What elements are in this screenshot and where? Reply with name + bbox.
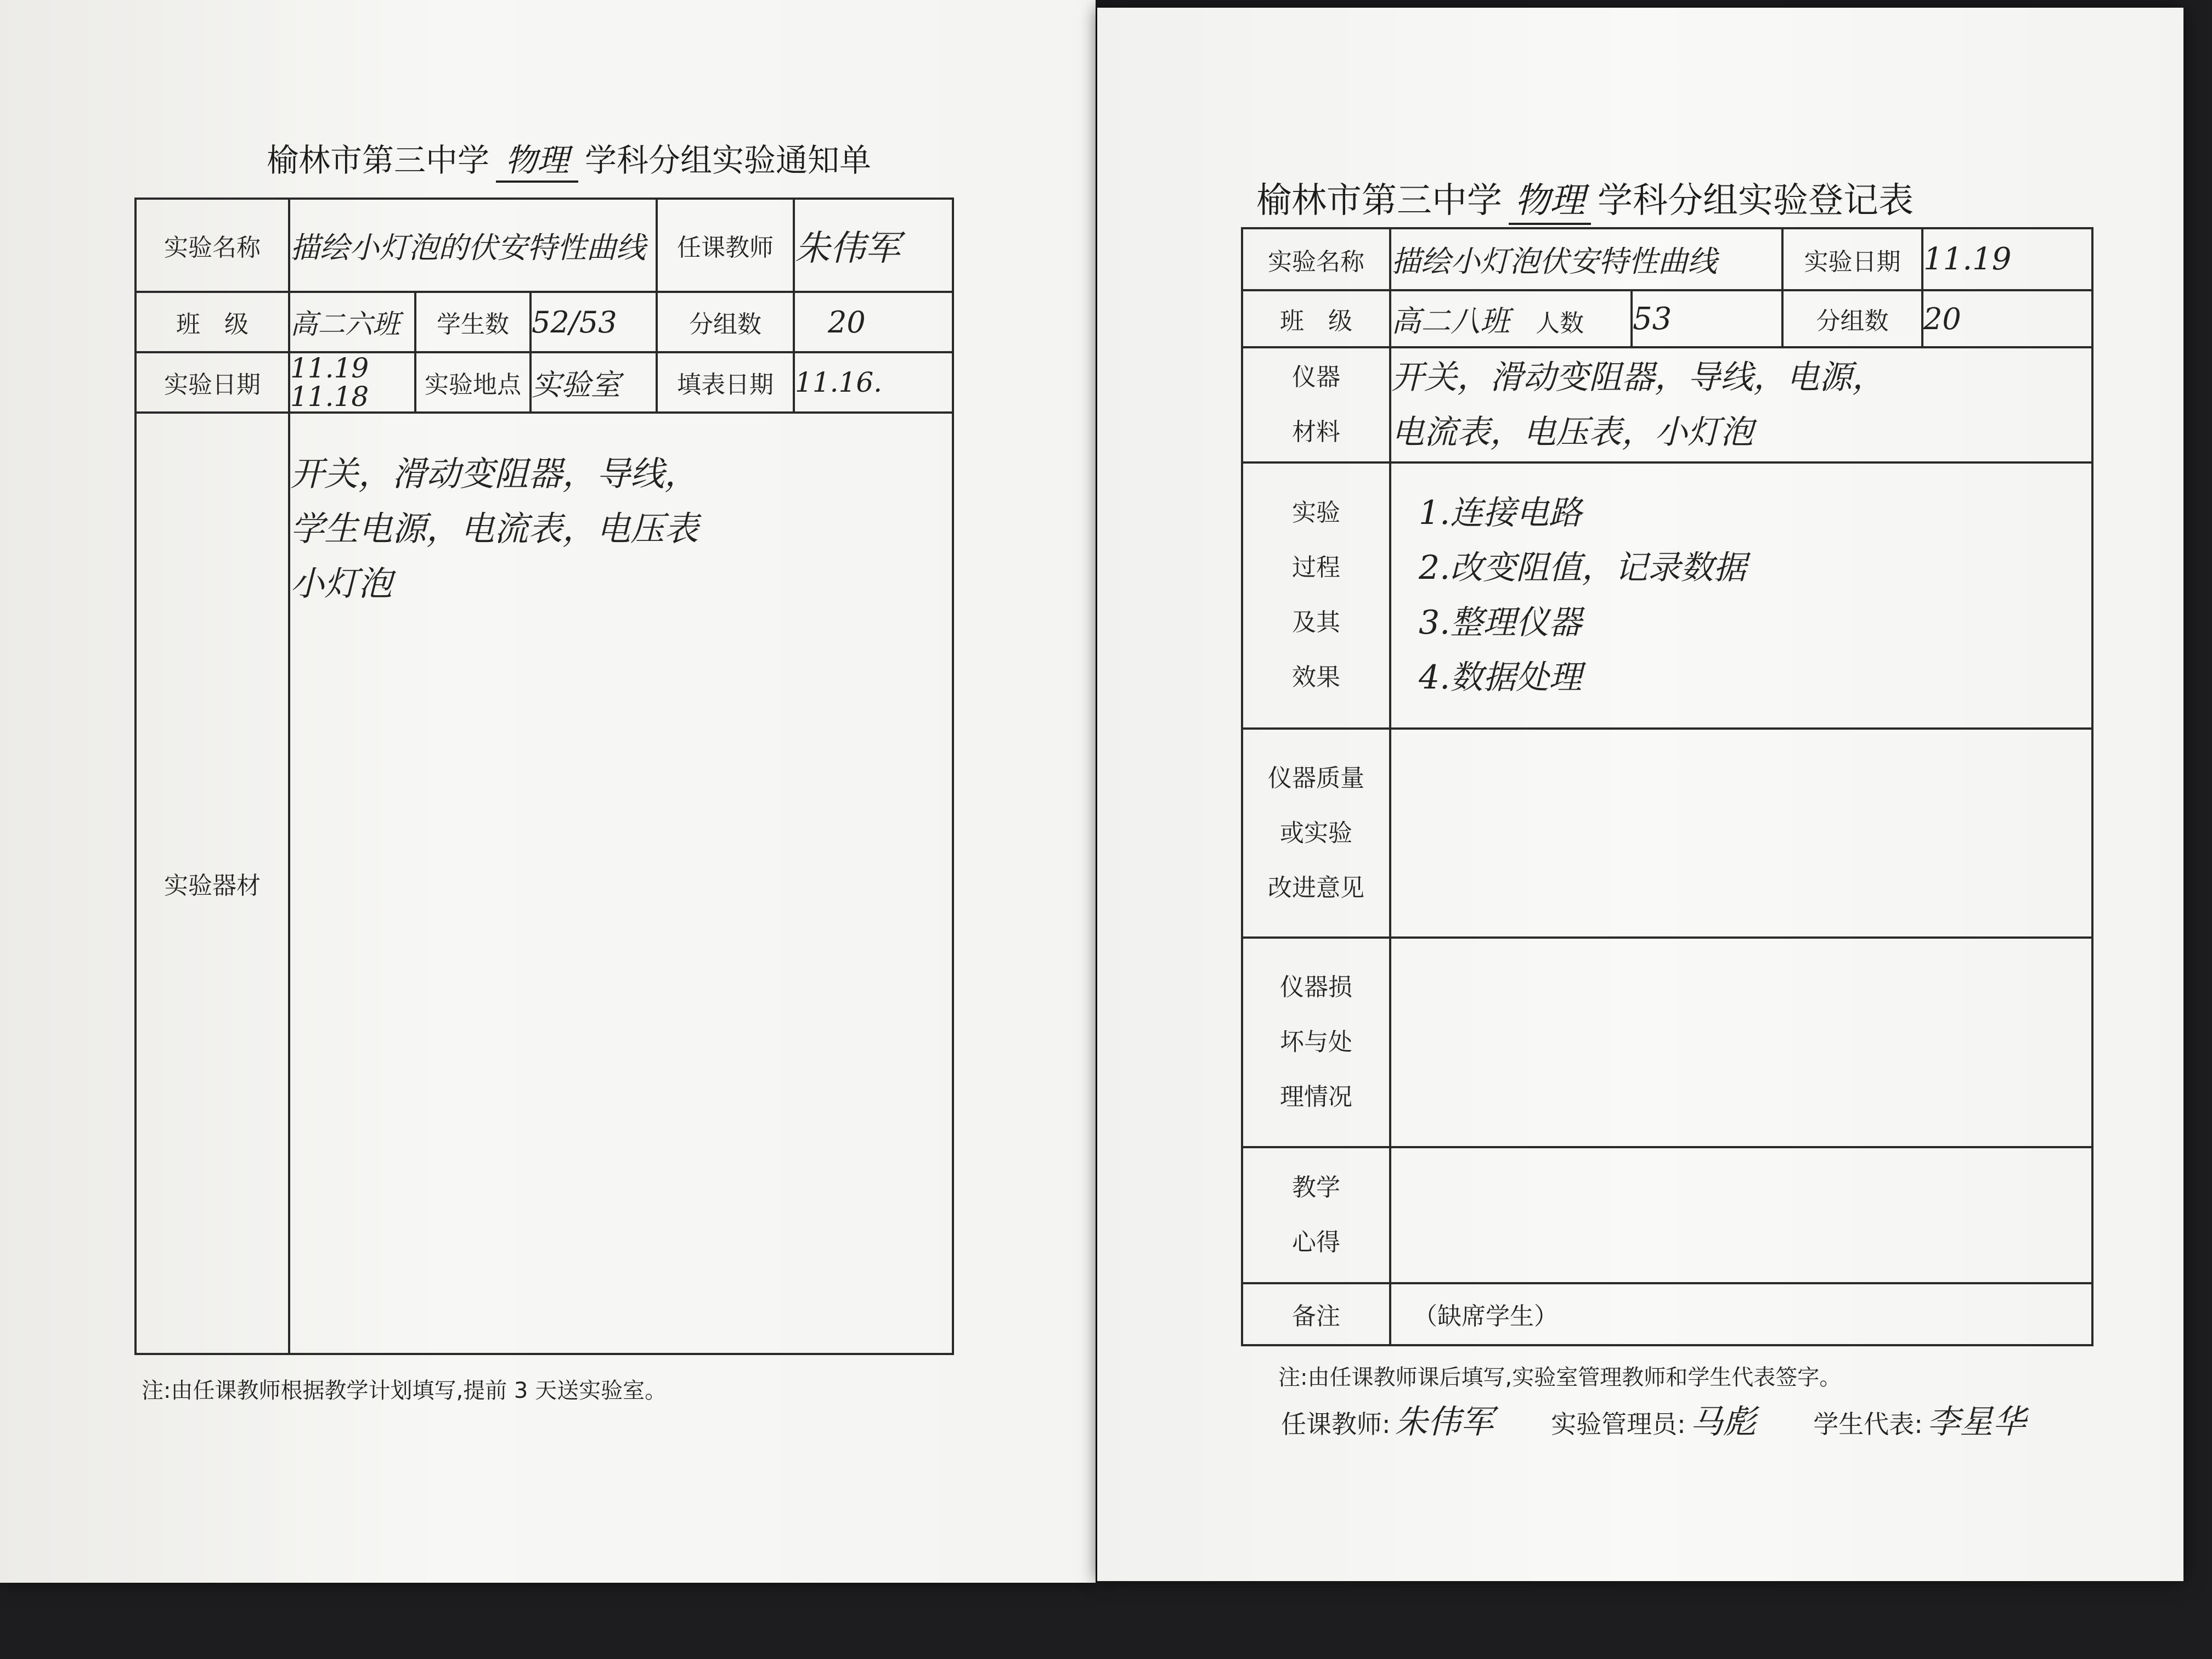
- reg-label-line: 改进意见: [1268, 873, 1364, 902]
- signature-row: [1281, 1396, 2075, 1443]
- label-experiment-date: 实验日期: [136, 352, 289, 413]
- register-row-damage: [1242, 938, 2092, 1147]
- notice-title: [267, 134, 871, 183]
- equipment-line: 小灯泡: [290, 563, 393, 603]
- reg-label-process: [1242, 462, 1390, 729]
- student-signature: 李星华: [1927, 1403, 2026, 1441]
- register-title: [1256, 172, 1914, 225]
- notice-row-date: [136, 352, 953, 413]
- notice-row-equipment: [136, 413, 953, 1354]
- notice-table: [134, 198, 954, 1355]
- reg-label-line: 仪器损: [1280, 973, 1352, 1002]
- reg-label-instruments: [1242, 347, 1390, 462]
- value-experiment-date-alt: 11.18: [290, 381, 369, 413]
- student-sign-label: 学生代表:: [1813, 1409, 1923, 1439]
- register-row-teaching: [1242, 1147, 2092, 1283]
- reg-label-line: 理情况: [1280, 1083, 1352, 1111]
- reg-value-class-cell: [1390, 290, 1632, 347]
- reg-value-experiment-date: 11.19: [1922, 228, 2092, 290]
- instrument-line: 电流表，电压表，小灯泡: [1391, 413, 1753, 452]
- register-footnote: 注:由任课教师课后填写,实验室管理教师和学生代表签字。: [1278, 1365, 1842, 1390]
- reg-label-line: 及其: [1292, 608, 1340, 637]
- value-student-count: 52/53: [531, 292, 657, 352]
- register-title-prefix: 榆林市第三中学: [1256, 180, 1502, 221]
- register-row-instruments: [1242, 347, 2092, 462]
- admin-sign-label: 实验管理员:: [1551, 1409, 1686, 1439]
- value-fill-date: 11.16.: [794, 352, 953, 413]
- reg-label-experiment-date: 实验日期: [1782, 228, 1922, 290]
- instrument-line: 开关，滑动变阻器，导线，电源，: [1391, 358, 1885, 397]
- register-sheet: [1097, 8, 2183, 1581]
- register-table: [1241, 227, 2094, 1346]
- notice-footnote: 注:由任课教师根据教学计划填写,提前 3 天送实验室。: [142, 1378, 667, 1403]
- process-step: 3.整理仪器: [1419, 603, 1582, 642]
- reg-teaching-value: [1390, 1147, 2092, 1283]
- register-row-quality: [1242, 729, 2092, 938]
- reg-label-teaching: [1242, 1147, 1390, 1283]
- register-row-remarks: [1242, 1283, 2092, 1346]
- value-teacher: 朱伟军: [794, 199, 953, 292]
- reg-value-group-count: 20: [1922, 290, 2092, 347]
- label-experiment-name: 实验名称: [136, 199, 289, 292]
- register-subject: 物理: [1509, 172, 1591, 225]
- reg-label-line: 实验: [1292, 499, 1340, 527]
- value-group-count: 20: [794, 292, 953, 352]
- equipment-line: 开关，滑动变阻器，导线，: [290, 454, 699, 494]
- reg-label-group-count: 分组数: [1782, 290, 1922, 347]
- reg-label-line: 教学: [1292, 1173, 1340, 1201]
- value-experiment-date: [289, 352, 415, 413]
- reg-label-line: 坏与处: [1280, 1028, 1352, 1057]
- reg-label-line: 过程: [1292, 554, 1340, 582]
- label-student-count: 学生数: [415, 292, 531, 352]
- reg-label-quality: [1242, 729, 1390, 938]
- equipment-list: [289, 413, 953, 1354]
- label-class: 班 级: [136, 292, 289, 352]
- reg-label-line: 仪器: [1292, 363, 1340, 391]
- reg-label-line: 心得: [1292, 1228, 1340, 1256]
- reg-quality-value: [1390, 729, 2092, 938]
- label-location: 实验地点: [415, 352, 531, 413]
- reg-label-people-count: 人数: [1536, 309, 1584, 337]
- teacher-signature: 朱伟军: [1395, 1403, 1494, 1441]
- reg-value-class: 高二八班: [1391, 303, 1510, 338]
- equipment-line: 学生电源，电流表，电压表: [290, 509, 699, 549]
- value-experiment-name: 描绘小灯泡的伏安特性曲线: [289, 199, 657, 292]
- teacher-sign-label: 任课教师:: [1281, 1409, 1391, 1439]
- notice-row-name: [136, 199, 953, 292]
- reg-value-remarks: （缺席学生）: [1390, 1283, 2092, 1346]
- notice-sheet: [0, 0, 1096, 1583]
- register-title-suffix: 学科分组实验登记表: [1598, 180, 1914, 221]
- reg-label-experiment-name: 实验名称: [1242, 228, 1390, 290]
- reg-label-line: 或实验: [1280, 819, 1352, 847]
- reg-process-list: [1390, 462, 2092, 729]
- notice-title-suffix: 学科分组实验通知单: [585, 142, 872, 179]
- notice-subject: 物理: [496, 134, 578, 183]
- reg-label-line: 效果: [1292, 663, 1340, 692]
- reg-label-line: 仪器质量: [1268, 764, 1364, 792]
- label-equipment: 实验器材: [136, 413, 289, 1354]
- reg-damage-value: [1390, 938, 2092, 1147]
- reg-label-class: 班 级: [1242, 290, 1390, 347]
- reg-instrument-list: [1390, 347, 2092, 462]
- register-row-name: [1242, 228, 2092, 290]
- notice-title-prefix: 榆林市第三中学: [267, 142, 490, 179]
- value-experiment-date-main: 11.19: [290, 352, 369, 384]
- process-step: 4.数据处理: [1419, 658, 1582, 697]
- process-step: 1.连接电路: [1419, 494, 1582, 533]
- process-step: 2.改变阻值，记录数据: [1419, 549, 1747, 588]
- value-class: 高二六班: [289, 292, 415, 352]
- reg-label-remarks: 备注: [1242, 1283, 1390, 1346]
- value-location: 实验室: [531, 352, 657, 413]
- label-fill-date: 填表日期: [657, 352, 794, 413]
- reg-label-damage: [1242, 938, 1390, 1147]
- label-teacher: 任课教师: [657, 199, 794, 292]
- admin-signature: 马彪: [1690, 1403, 1756, 1441]
- reg-value-experiment-name: 描绘小灯泡伏安特性曲线: [1390, 228, 1782, 290]
- reg-value-people-count: 53: [1632, 290, 1782, 347]
- register-row-class: [1242, 290, 2092, 347]
- notice-row-class: [136, 292, 953, 352]
- label-group-count: 分组数: [657, 292, 794, 352]
- register-row-process: [1242, 462, 2092, 729]
- reg-label-line: 材料: [1292, 417, 1340, 446]
